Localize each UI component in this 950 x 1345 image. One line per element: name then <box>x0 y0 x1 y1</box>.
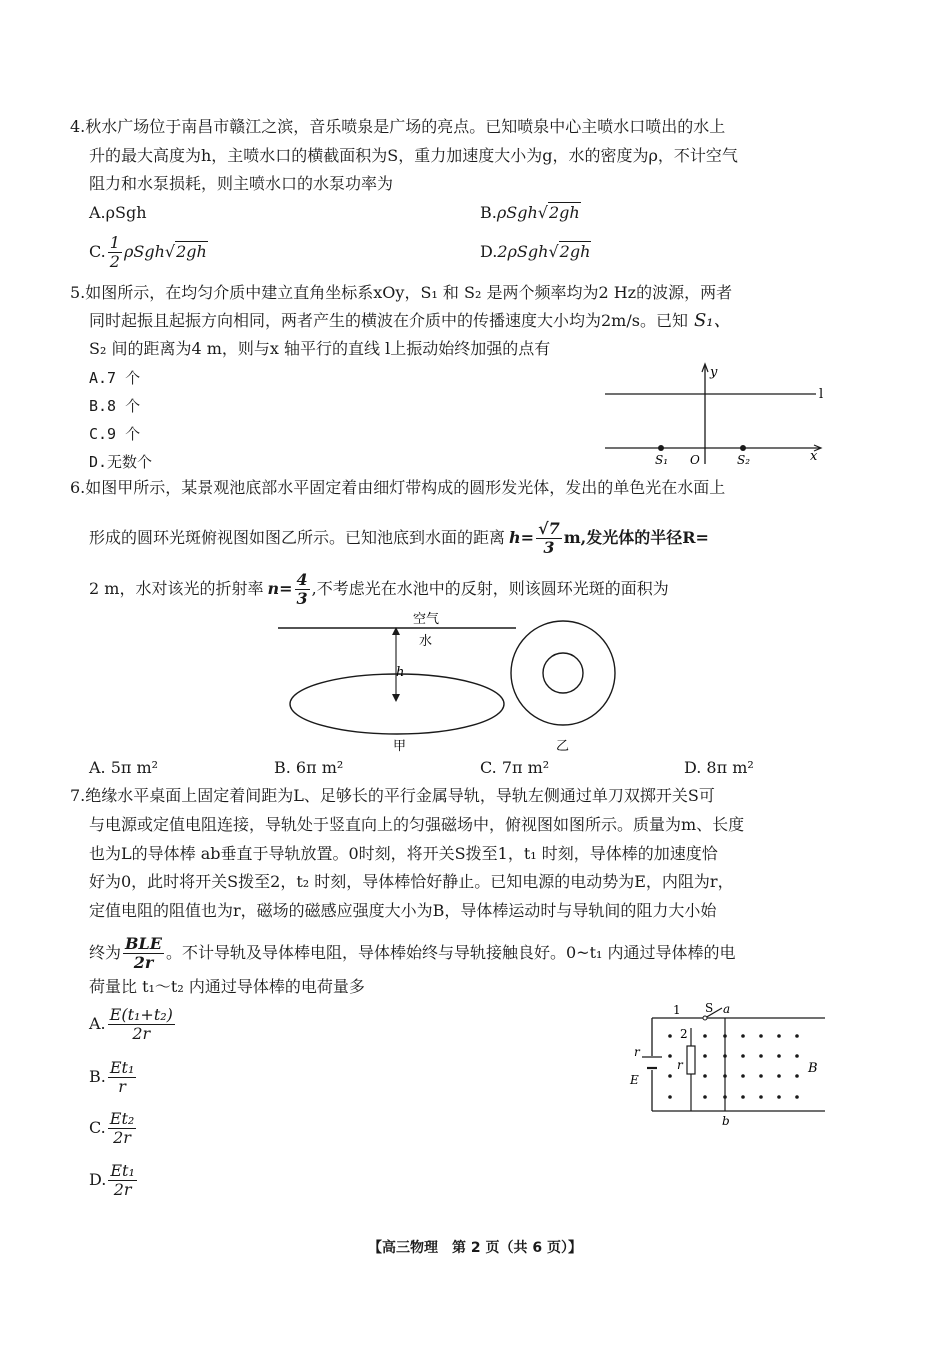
q7-circuit-figure <box>625 1000 830 1130</box>
q7-line5: 定值电阻的阻值也为r，磁场的磁感应强度大小为B，导体棒运动时与导轨间的阻力大小始 <box>89 901 717 920</box>
field-b-label: B <box>808 1061 818 1076</box>
q6-line1: 6.如图甲所示，某景观池底部水平固定着由细灯带构成的圆形发光体，发出的单色光在水面上 <box>70 478 726 497</box>
switch-pos-2: 2 <box>680 1027 688 1041</box>
q7-line2: 与电源或定值电阻连接，导轨处于竖直向上的匀强磁场中，俯视图如图所示。质量为m、长度 <box>89 815 745 834</box>
light-ring-side <box>290 674 504 734</box>
source-s1 <box>658 445 664 451</box>
q6-option-b: B. 6π m² <box>274 758 344 777</box>
switch-pos-1: 1 <box>673 1003 681 1017</box>
h-label: h <box>396 665 405 680</box>
q7-option-d: D. $\frac{\text{Et₁}}{2r}$ <box>89 1161 135 1199</box>
q5-figure <box>600 360 840 470</box>
q4-line2: 升的最大高度为h，主喷水口的横截面积为S，重力加速度大小为g，水的密度为ρ，不计空气 <box>89 146 738 165</box>
x-label: x <box>810 449 818 464</box>
jia-label: 甲 <box>393 739 407 754</box>
s1-label: S₁ <box>655 453 669 467</box>
emf-label: E <box>630 1073 639 1087</box>
l-label: l <box>819 387 824 402</box>
q6-figure-yi <box>505 610 630 755</box>
q7-line6: 终为 $\frac{\text{BLE}}{2r}$ 。不计导轨及导体棒电阻，导体棒始终与导轨接触良好。0~t₁ 内通过导体棒的电 <box>89 934 736 972</box>
y-label: y <box>710 365 718 380</box>
q5-option-b: B.8 个 <box>89 397 141 415</box>
q7-line7: 荷量比 t₁～t₂ 内通过导体棒的电荷量多 <box>89 977 365 996</box>
q7-option-c: C. $\frac{\text{Et₂}}{2r}$ <box>89 1109 135 1147</box>
q6-option-d: D. 8π m² <box>684 758 754 777</box>
q4-option-c: C. $\frac{1}{2}$ ρSgh√2gh <box>89 233 207 271</box>
q6-option-c: C. 7π m² <box>480 758 550 777</box>
resistor <box>687 1046 695 1074</box>
s2-label: S₂ <box>737 453 751 467</box>
q4-option-d: D.2ρSgh√2gh <box>480 242 591 261</box>
yi-label: 乙 <box>556 739 570 754</box>
q5-option-a: A.7 个 <box>89 369 141 387</box>
q7-option-a: A. $\frac{\text{E(t₁+t₂)}}{2r}$ <box>89 1005 173 1043</box>
q4-option-a: A.ρSgh <box>89 203 147 222</box>
origin-label: O <box>690 453 700 467</box>
q5-line1: 5.如图所示，在均匀介质中建立直角坐标系xOy，S₁ 和 S₂ 是两个频率均为2 Hz的波源，两者 <box>70 283 733 302</box>
q5-line2: 同时起振且起振方向相同，两者产生的横波在介质中的传播速度大小均为2m/s。已知 S₁、 <box>89 310 732 331</box>
b-label: b <box>722 1114 730 1128</box>
q4-line1: 4.秋水广场位于南昌市赣江之滨，音乐喷泉是广场的亮点。已知喷泉中心主喷水口喷出的水上 <box>70 117 726 136</box>
inner-ring <box>543 653 583 693</box>
a-label: a <box>723 1002 731 1016</box>
q7-line1: 7.绝缘水平桌面上固定着间距为L、足够长的平行金属导轨，导轨左侧通过单刀双掷开关S可 <box>70 786 715 805</box>
q5-line3: S₂ 间的距离为4 m，则与x 轴平行的直线 l上振动始终加强的点有 <box>89 339 551 358</box>
q7-option-b: B. $\frac{\text{Et₁}}{r}$ <box>89 1058 135 1096</box>
q6-option-a: A. 5π m² <box>89 758 159 777</box>
switch-label: S <box>705 1001 714 1015</box>
outer-ring <box>511 621 615 725</box>
q4-line3: 阻力和水泵损耗，则主喷水口的水泵功率为 <box>89 174 394 193</box>
q5-option-c: C.9 个 <box>89 425 141 443</box>
battery-r-label: r <box>634 1045 640 1059</box>
q7-line3: 也为L的导体棒 ab垂直于导轨放置。0时刻，将开关S拨至1，t₁ 时刻，导体棒的加速度恰 <box>89 844 718 863</box>
air-label: 空气 <box>413 612 440 627</box>
resistor-r-label: r <box>677 1058 683 1072</box>
page-footer: 【高三物理 第 2 页（共 6 页）】 <box>368 1240 582 1256</box>
q4-option-b: B.ρSgh√2gh <box>480 203 580 222</box>
q6-line3: 2 m，水对该光的折射率 n= $\frac{4}{3}$ ,不考虑光在水池中的反射，则该圆环光斑的面积为 <box>89 570 669 608</box>
q6-line2: 形成的圆环光斑俯视图如图乙所示。已知池底到水面的距离 h= $\frac{√7}{3}$ m,发光体的半径R= <box>89 519 709 557</box>
water-label: 水 <box>419 634 433 649</box>
source-s2 <box>740 445 746 451</box>
q5-option-d: D.无数个 <box>89 453 153 471</box>
q7-line4: 好为0，此时将开关S拨至2，t₂ 时刻，导体棒恰好静止。已知电源的电动势为E，内阻为r， <box>89 872 734 891</box>
q6-figure-jia <box>275 605 520 755</box>
